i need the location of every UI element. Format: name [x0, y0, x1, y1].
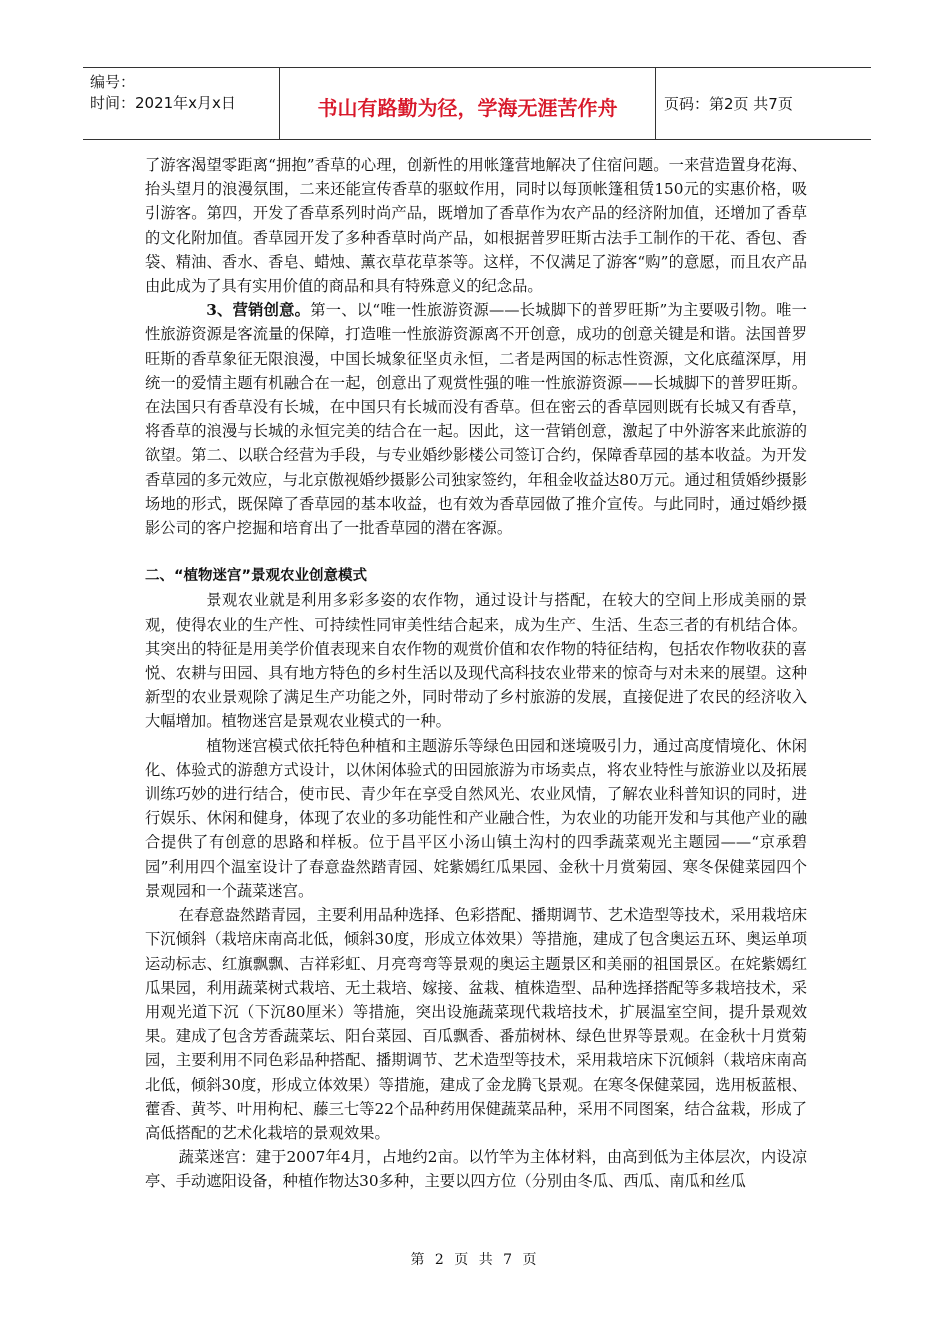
doc-number-label: 编号：	[90, 73, 136, 91]
header-page-number: 页码：第2页 共7页	[664, 95, 793, 113]
paragraph-plant-maze-model: 植物迷宫模式依托特色种植和主题游乐等绿色田园和迷境吸引力，通过高度情境化、休闲化、体验式的游憩方式设计，以休闲体验式的田园旅游为市场卖点，将农业特性与旅游业以及拓展训练巧妙的进行结合，使市民、青少年在享受自然风光、农业风情，了解农业科普知识的同时，进行娱乐、休闲和健身，体现了农业的多功能性和产业融合性，为农业的功能开发和与其他产业的融合提供了有创意的思路和样板。位于昌平区小汤山镇土沟村的四季蔬菜观光主题园——“京承碧园”利用四个温室设计了春意盎然踏青园、姹紫嫣红瓜果园、金秋十月赏菊园、寒冬保健菜园四个景观园和一个蔬菜迷宫。	[145, 736, 807, 900]
header-meta	[83, 68, 280, 139]
paragraph-lead: 3、营销创意。	[206, 301, 311, 320]
paragraph-herb-products: 了游客渴望零距离“拥抱”香草的心理，创新性的用帐篷营地解决了住宿问题。一来营造置身花海、抬头望月的浪漫氛围，二来还能宣传香草的驱蚊作用，同时以每顶帐篷租赁150元的实惠价格，吸引游客。第四，开发了香草系列时尚产品，既增加了香草作为农产品的经济附加值，还增加了香草的文化附加值。香草园开发了多种香草时尚产品，如根据普罗旺斯古法手工制作的干花、香包、香袋、精油、香水、香皂、蜡烛、薰衣草花草茶等。这样，不仅满足了游客“购”的意愿，而且农产品由此成为了具有实用价值的商品和具有特殊意义的纪念品。	[145, 156, 807, 296]
paragraph-vegetable-maze: 蔬菜迷宫：建于2007年4月，占地约2亩。以竹竿为主体材料，由高到低为主体层次，内设凉亭、手动遮阳设备，种植作物达30多种，主要以四方位（分别由冬瓜、西瓜、南瓜和丝瓜	[145, 1148, 807, 1191]
section-heading: 二、“植物迷宫”景观农业创意模式	[145, 568, 368, 585]
page-footer: 第 2 页 共 7 页	[410, 1252, 540, 1268]
document-body	[145, 153, 807, 1194]
header-motto: 书山有路勤为径，学海无涯苦作舟	[317, 96, 618, 120]
paragraph-body: 第一、以“唯一性旅游资源——长城脚下的普罗旺斯”为主要吸引物。唯一性旅游资源是客流量的保障，打造唯一性旅游资源离不开创意，成功的创意关键是和谐。法国普罗旺斯的香草象征无限浪漫，中国长城象征坚贞永恒，二者是两国的标志性资源，文化底蕴深厚，用统一的爱情主题有机融合在一起，创意出了观赏性强的唯一性旅游资源——长城脚下的普罗旺斯。在法国只有香草没有长城，在中国只有长城而没有香草。但在密云的香草园则既有长城又有香草，将香草的浪漫与长城的永恒完美的结合在一起。因此，这一营销创意，激起了中外游客来此旅游的欲望。第二、以联合经营为手段，与专业婚纱影楼公司签订合约，保障香草园的基本收益。为开发香草园的多元效应，与北京傲视婚纱摄影公司独家签约，年租金收益达80万元。通过租赁婚纱摄影场地的形式，既保障了香草园的基本收益，也有效为香草园做了推介宣传。与此同时，通过婚纱摄影公司的客户挖掘和培育出了一批香草园的潜在客源。	[145, 301, 807, 538]
header-motto-cell	[280, 68, 656, 139]
paragraph-theme-gardens: 在春意盎然踏青园，主要利用品种选择、色彩搭配、播期调节、艺术造型等技术，采用栽培床下沉倾斜（栽培床南高北低，倾斜30度，形成立体效果）等措施，建成了包含奥运五环、奥运单项运动标志、红旗飘飘、吉祥彩虹、月亮弯弯等景观的奥运主题景区和美丽的祖国景区。在姹紫嫣红瓜果园，利用蔬菜树式栽培、无土栽培、嫁接、盆栽、植株造型、品种选择搭配等多栽培技术，采用观光道下沉（下沉80厘米）等措施，突出设施蔬菜现代栽培技术，扩展温室空间，提升景观效果。建成了包含芳香蔬菜坛、阳台菜园、百瓜飘香、番茄树林、绿色世界等景观。在金秋十月赏菊园，主要利用不同色彩品种搭配、播期调节、艺术造型等技术，采用栽培床下沉倾斜（栽培床南高北低，倾斜30度，形成立体效果）等措施，建成了金龙腾飞景观。在寒冬保健菜园，选用板蓝根、藿香、黄芩、叶用枸杞、藤三七等22个品种药用保健蔬菜品种，采用不同图案，结合盆栽，形成了高低搭配的艺术化栽培的景观效果。	[145, 906, 807, 1142]
doc-time-label: 时间：2021年x月x日	[90, 94, 236, 112]
page-header	[83, 67, 871, 140]
paragraph-marketing-creativity	[145, 298, 807, 540]
paragraph-landscape-agriculture: 景观农业就是利用多彩多姿的农作物，通过设计与搭配，在较大的空间上形成美丽的景观，使得农业的生产性、可持续性同审美性结合起来，成为生产、生活、生态三者的有机结合体。其突出的特征是用美学价值表现来自农作物的观赏价值和农作物的特征结构，包括农作物收获的喜悦、农耕与田园、具有地方特色的乡村生活以及现代高科技农业带来的惊奇与对未来的展望。这种新型的农业景观除了满足生产功能之外，同时带动了乡村旅游的发展，直接促进了农民的经济收入大幅增加。植物迷宫是景观农业模式的一种。	[145, 591, 807, 731]
